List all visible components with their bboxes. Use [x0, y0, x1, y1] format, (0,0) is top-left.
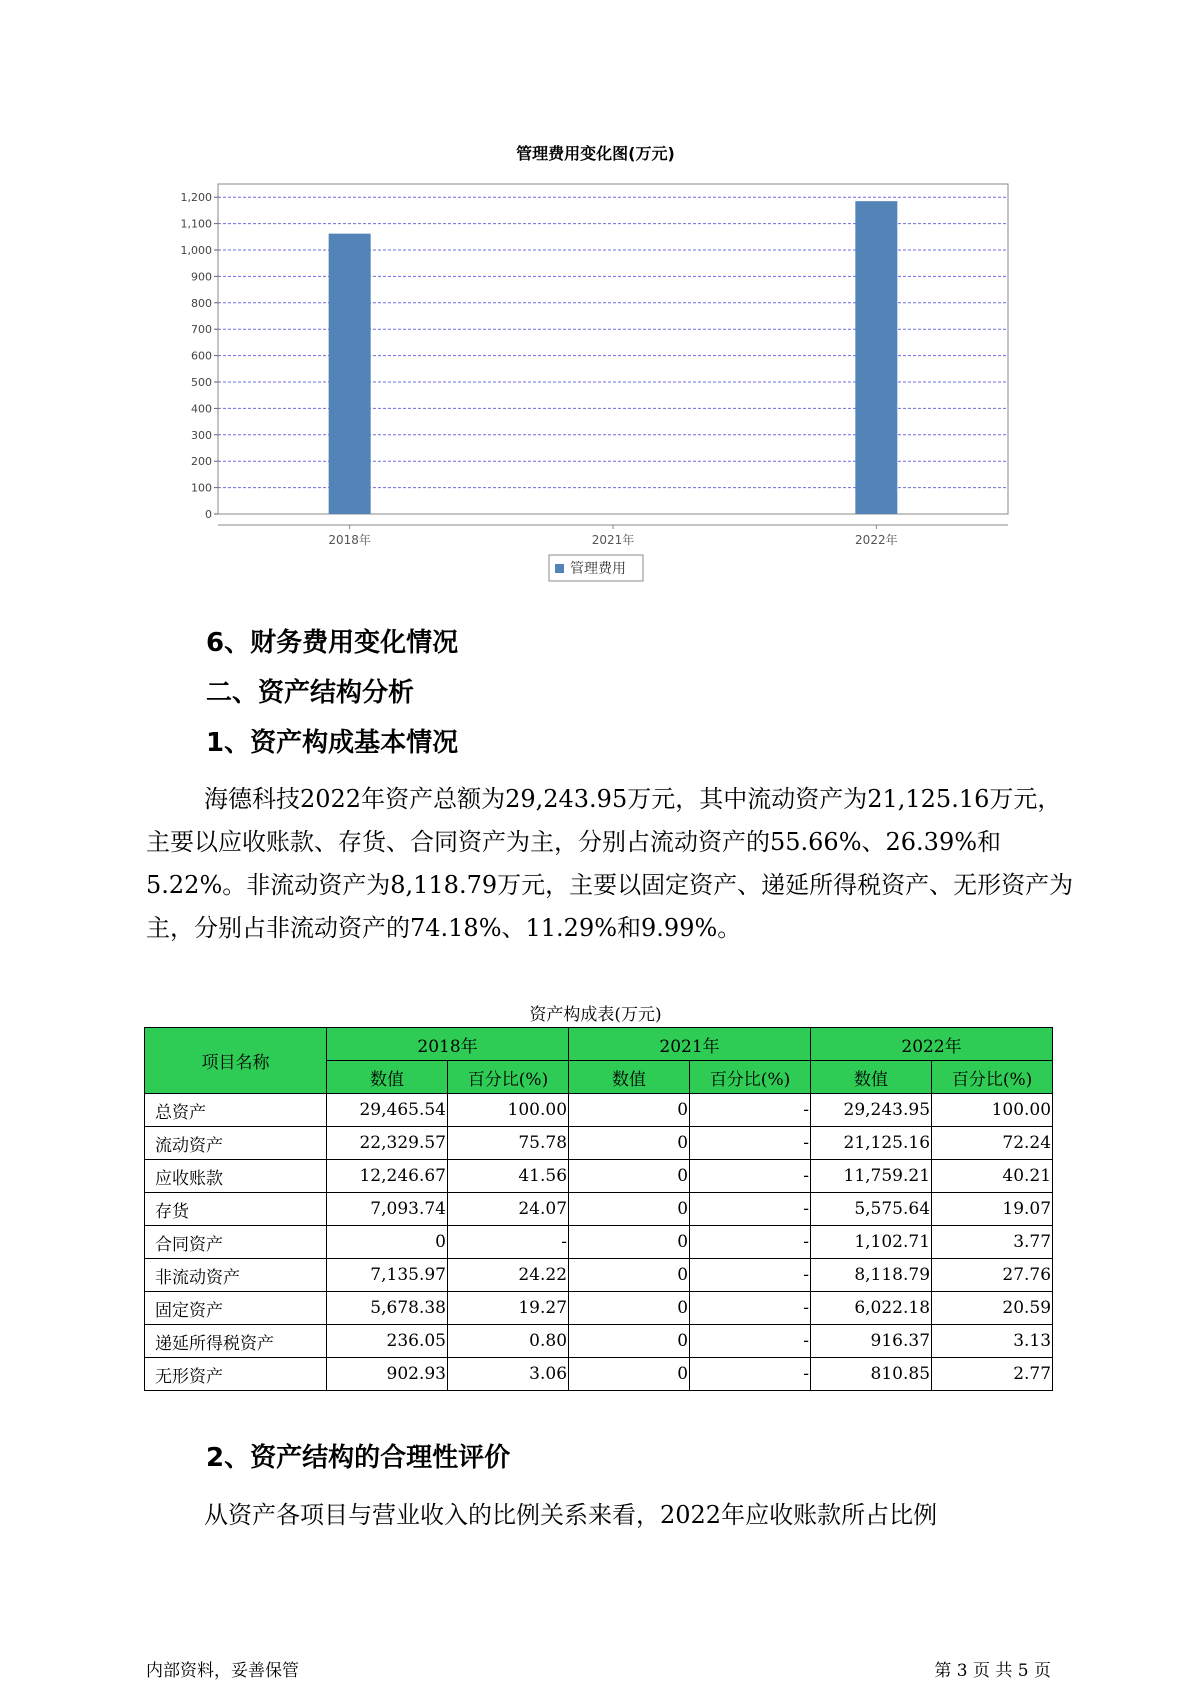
- chart-title: 管理费用变化图(万元): [516, 144, 675, 163]
- cell-p2018: 41.56: [448, 1160, 569, 1193]
- x-tick-label: 2018年: [328, 533, 371, 547]
- cell-v2018: 5,678.38: [327, 1292, 448, 1325]
- cell-v2021: 0: [569, 1193, 690, 1226]
- cell-v2022: 916.37: [811, 1325, 932, 1358]
- subheader-percent: 百分比(%): [448, 1061, 569, 1094]
- paragraph-ratio: 从资产各项目与营业收入的比例关系来看，2022年应收账款所占比例: [204, 1501, 938, 1529]
- cell-v2022: 810.85: [811, 1358, 932, 1391]
- cell-v2018: 236.05: [327, 1325, 448, 1358]
- cell-v2018: 0: [327, 1226, 448, 1259]
- table-row: [145, 1259, 1053, 1292]
- cell-p2018: 100.00: [448, 1094, 569, 1127]
- y-tick-label: 400: [191, 402, 212, 416]
- cell-v2021: 0: [569, 1358, 690, 1391]
- table-row: [145, 1292, 1053, 1325]
- cell-p2018: 19.27: [448, 1292, 569, 1325]
- row-label: 递延所得税资产: [145, 1325, 327, 1358]
- cell-v2022: 11,759.21: [811, 1160, 932, 1193]
- row-label: 非流动资产: [145, 1259, 327, 1292]
- cell-p2018: 3.06: [448, 1358, 569, 1391]
- y-tick-label: 1,200: [180, 191, 212, 205]
- cell-p2018: 75.78: [448, 1127, 569, 1160]
- legend-label: 管理费用: [570, 561, 626, 577]
- cell-v2021: 0: [569, 1127, 690, 1160]
- heading-rationality: 2、资产结构的合理性评价: [206, 1443, 511, 1473]
- legend-swatch: [555, 564, 564, 573]
- heading-finance-cost: 6、财务费用变化情况: [206, 628, 459, 658]
- cell-v2021: 0: [569, 1226, 690, 1259]
- cell-p2022: 3.77: [932, 1226, 1053, 1259]
- header-year-2021: 2021年: [569, 1028, 811, 1061]
- cell-p2021: -: [690, 1094, 811, 1127]
- cell-v2022: 21,125.16: [811, 1127, 932, 1160]
- x-tick-label: 2022年: [855, 533, 898, 547]
- cell-v2022: 29,243.95: [811, 1094, 932, 1127]
- bar-2022年: [855, 201, 897, 514]
- cell-p2021: -: [690, 1226, 811, 1259]
- cell-p2018: 24.07: [448, 1193, 569, 1226]
- cell-v2022: 6,022.18: [811, 1292, 932, 1325]
- cell-p2022: 72.24: [932, 1127, 1053, 1160]
- heading-asset-structure: 二、资产结构分析: [206, 678, 415, 708]
- y-tick-label: 800: [191, 296, 212, 310]
- subheader-value: 数值: [811, 1061, 932, 1094]
- row-label: 固定资产: [145, 1292, 327, 1325]
- bar-2018年: [329, 234, 371, 514]
- cell-p2021: -: [690, 1193, 811, 1226]
- header-item-name: 项目名称: [145, 1028, 327, 1094]
- y-tick-label: 1,100: [180, 217, 212, 231]
- cell-p2022: 27.76: [932, 1259, 1053, 1292]
- cell-v2018: 902.93: [327, 1358, 448, 1391]
- x-tick-label: 2021年: [591, 533, 635, 547]
- table-row: [145, 1325, 1053, 1358]
- cell-p2021: -: [690, 1160, 811, 1193]
- footer-page-number: 第 3 页 共 5 页: [934, 1661, 1051, 1681]
- cell-p2018: 0.80: [448, 1325, 569, 1358]
- row-label: 无形资产: [145, 1358, 327, 1391]
- y-tick-label: 900: [191, 270, 212, 284]
- row-label: 流动资产: [145, 1127, 327, 1160]
- row-label: 合同资产: [145, 1226, 327, 1259]
- cell-v2021: 0: [569, 1325, 690, 1358]
- cell-v2022: 5,575.64: [811, 1193, 932, 1226]
- cell-p2022: 100.00: [932, 1094, 1053, 1127]
- cell-v2021: 0: [569, 1259, 690, 1292]
- table-row: [145, 1127, 1053, 1160]
- header-year-2022: 2022年: [811, 1028, 1053, 1061]
- table-caption: 资产构成表(万元): [529, 1005, 662, 1025]
- cell-p2022: 19.07: [932, 1193, 1053, 1226]
- cell-v2018: 29,465.54: [327, 1094, 448, 1127]
- subheader-value: 数值: [569, 1061, 690, 1094]
- y-tick-label: 100: [191, 481, 212, 495]
- row-label: 应收账款: [145, 1160, 327, 1193]
- table-row: [145, 1193, 1053, 1226]
- header-year-2018: 2018年: [327, 1028, 569, 1061]
- cell-p2022: 20.59: [932, 1292, 1053, 1325]
- cell-p2022: 40.21: [932, 1160, 1053, 1193]
- table-row: [145, 1358, 1053, 1391]
- paragraph-asset-summary: 海德科技2022年资产总额为29,243.95万元，其中流动资产为21,125.16万元，主要以应收账款、存货、合同资产为主，分别占流动资产的55.66%、26.39%和5.22%。非流动资产为8,118.79万元，主要以固定资产、递延所得税资产、无形资产为主，分别占非流动资产的74.18%、11.29%和9.99%。: [146, 785, 1074, 942]
- cell-v2022: 1,102.71: [811, 1226, 932, 1259]
- y-tick-label: 0: [205, 508, 212, 521]
- y-tick-label: 700: [191, 323, 212, 337]
- y-tick-label: 200: [191, 455, 212, 469]
- cell-v2018: 7,135.97: [327, 1259, 448, 1292]
- subheader-value: 数值: [327, 1061, 448, 1094]
- cell-v2018: 22,329.57: [327, 1127, 448, 1160]
- heading-asset-composition: 1、资产构成基本情况: [206, 728, 459, 758]
- y-tick-label: 1,000: [180, 244, 212, 257]
- cell-p2021: -: [690, 1127, 811, 1160]
- subheader-percent: 百分比(%): [690, 1061, 811, 1094]
- cell-v2022: 8,118.79: [811, 1259, 932, 1292]
- cell-p2018: 24.22: [448, 1259, 569, 1292]
- cell-v2021: 0: [569, 1292, 690, 1325]
- y-tick-label: 300: [191, 428, 212, 442]
- cell-v2018: 7,093.74: [327, 1193, 448, 1226]
- table-row: [145, 1094, 1053, 1127]
- cell-p2021: -: [690, 1325, 811, 1358]
- table-body: [145, 1094, 1053, 1391]
- cell-p2018: -: [448, 1226, 569, 1259]
- cell-p2021: -: [690, 1259, 811, 1292]
- cell-v2021: 0: [569, 1094, 690, 1127]
- asset-table: [144, 1027, 1053, 1391]
- cell-v2021: 0: [569, 1160, 690, 1193]
- cell-p2022: 3.13: [932, 1325, 1053, 1358]
- cell-p2021: -: [690, 1292, 811, 1325]
- y-tick-label: 600: [191, 349, 212, 363]
- y-tick-label: 500: [191, 376, 212, 389]
- table-row: [145, 1160, 1053, 1193]
- table-header-row: [145, 1028, 1053, 1061]
- table-row: [145, 1226, 1053, 1259]
- row-label: 总资产: [145, 1094, 327, 1127]
- cell-v2018: 12,246.67: [327, 1160, 448, 1193]
- subheader-percent: 百分比(%): [932, 1061, 1053, 1094]
- bar-chart: [0, 0, 1191, 590]
- cell-p2021: -: [690, 1358, 811, 1391]
- row-label: 存货: [145, 1193, 327, 1226]
- footer-confidential: 内部资料，妥善保管: [146, 1661, 299, 1681]
- cell-p2022: 2.77: [932, 1358, 1053, 1391]
